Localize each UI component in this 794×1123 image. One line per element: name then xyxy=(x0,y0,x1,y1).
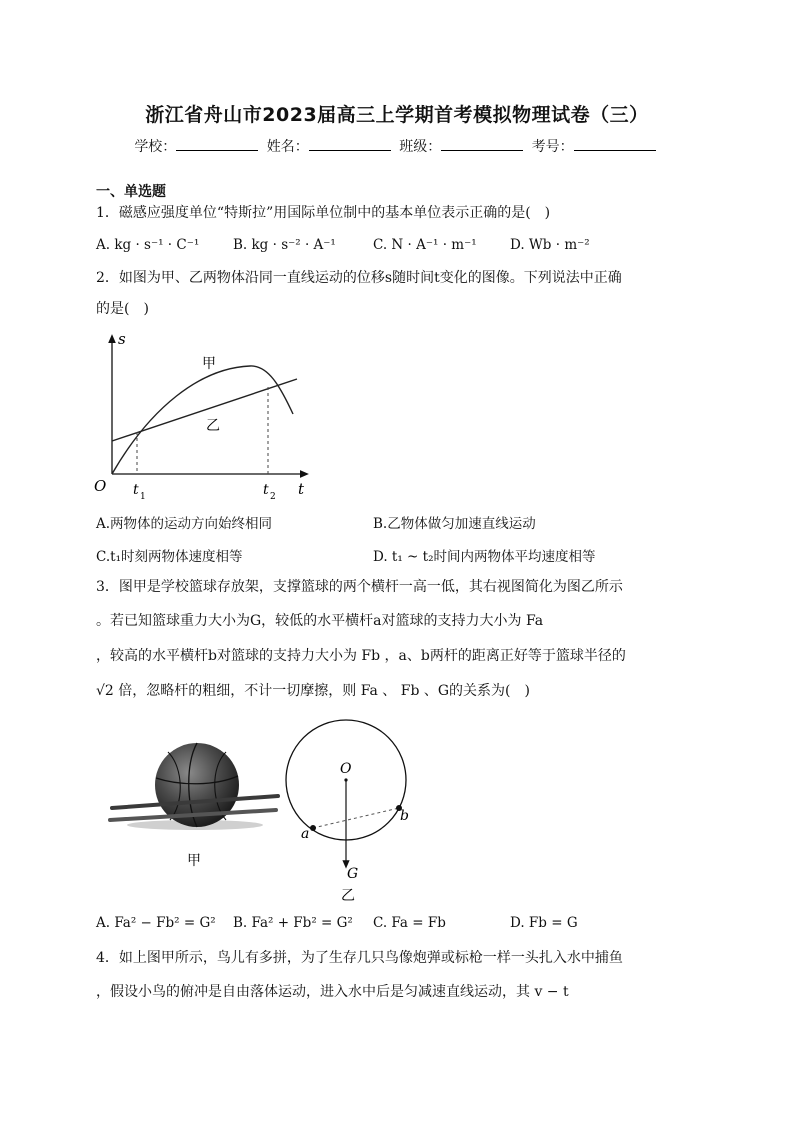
q2-option-a: A.两物体的运动方向始终相同 xyxy=(96,516,273,532)
q1-option-a: A. kg · s⁻¹ · C⁻¹ xyxy=(96,237,200,253)
number-label: 考号： xyxy=(531,139,574,155)
q3-option-d: D. Fb = G xyxy=(510,915,578,931)
school-label: 学校： xyxy=(134,139,177,155)
q3-line3: ，较高的水平横杆b对篮球的支持力大小为 Fb ，a、b两杆的距离正好等于篮球半径的 xyxy=(96,648,626,664)
q1-stem: 1．磁感应强度单位“特斯拉”用国际单位制中的基本单位表示正确的是( ) xyxy=(96,205,551,221)
t2-subscript: 2 xyxy=(270,492,276,502)
q2-stem-line2: 的是( ) xyxy=(96,301,149,317)
section-heading: 一、单选题 xyxy=(96,184,166,200)
q3-figure-jia xyxy=(100,738,285,878)
t1-label: t xyxy=(133,482,139,498)
q3-line1: 3．图甲是学校篮球存放架，支撑篮球的两个横杆一高一低，其右视图简化为图乙所示 xyxy=(96,579,623,595)
fig-jia-label: 甲 xyxy=(187,853,201,869)
page-title: 浙江省舟山市2023届高三上学期首考模拟物理试卷（三） xyxy=(145,104,649,126)
q1-option-b: B. kg · s⁻² · A⁻¹ xyxy=(233,237,336,253)
q2-option-b: B.乙物体做匀加速直线运动 xyxy=(373,516,536,532)
center-label: O xyxy=(340,761,352,777)
t2-label: t xyxy=(263,482,269,498)
origin-label: O xyxy=(94,477,107,495)
b-label: b xyxy=(400,808,409,824)
line-yi xyxy=(112,379,297,441)
name-blank[interactable] xyxy=(309,138,391,151)
name-label: 姓名： xyxy=(266,139,309,155)
fig-yi-label: 乙 xyxy=(341,888,355,904)
q1-option-d: D. Wb · m⁻² xyxy=(510,237,590,253)
q3-option-c: C. Fa = Fb xyxy=(373,915,446,931)
q1-option-c: C. N · A⁻¹ · m⁻¹ xyxy=(373,237,477,253)
point-a xyxy=(310,825,316,831)
q2-stem-line1: 2．如图为甲、乙两物体沿同一直线运动的位移s随时间t变化的图像。下列说法中正确 xyxy=(96,270,622,286)
q4-line2: ，假设小鸟的俯冲是自由落体运动，进入水中后是匀减速直线运动，其 v − t xyxy=(96,984,569,1000)
q2-st-graph xyxy=(90,328,320,506)
curve-jia xyxy=(112,366,293,474)
jia-label: 甲 xyxy=(202,356,216,372)
q3-line2: 。若已知篮球重力大小为G，较低的水平横杆a对篮球的支持力大小为 Fa xyxy=(96,613,544,629)
q3-option-a: A. Fa² − Fb² = G² xyxy=(96,915,216,931)
t-label: t xyxy=(298,480,305,498)
center-dot xyxy=(344,778,347,781)
class-blank[interactable] xyxy=(441,138,523,151)
q3-option-b: B. Fa² + Fb² = G² xyxy=(233,915,353,931)
s-label: s xyxy=(118,330,126,348)
q3-line4: √2 倍，忽略杆的粗细，不计一切摩擦，则 Fa 、 Fb 、G的关系为( ) xyxy=(96,683,530,699)
a-label: a xyxy=(301,826,310,842)
g-label: G xyxy=(347,866,359,882)
q4-line1: 4．如上图甲所示，鸟儿有多拼，为了生存几只鸟像炮弹或标枪一样一头扎入水中捕鱼 xyxy=(96,950,623,966)
school-blank[interactable] xyxy=(176,138,258,151)
q2-option-d: D. t₁ ~ t₂时间内两物体平均速度相等 xyxy=(373,549,596,565)
number-blank[interactable] xyxy=(574,138,656,151)
t1-subscript: 1 xyxy=(140,492,146,502)
q2-option-c: C.t₁时刻两物体速度相等 xyxy=(96,549,243,565)
class-label: 班级： xyxy=(399,139,442,155)
student-info-row xyxy=(0,136,794,156)
yi-label: 乙 xyxy=(206,418,220,434)
q3-figure-yi xyxy=(280,708,425,908)
